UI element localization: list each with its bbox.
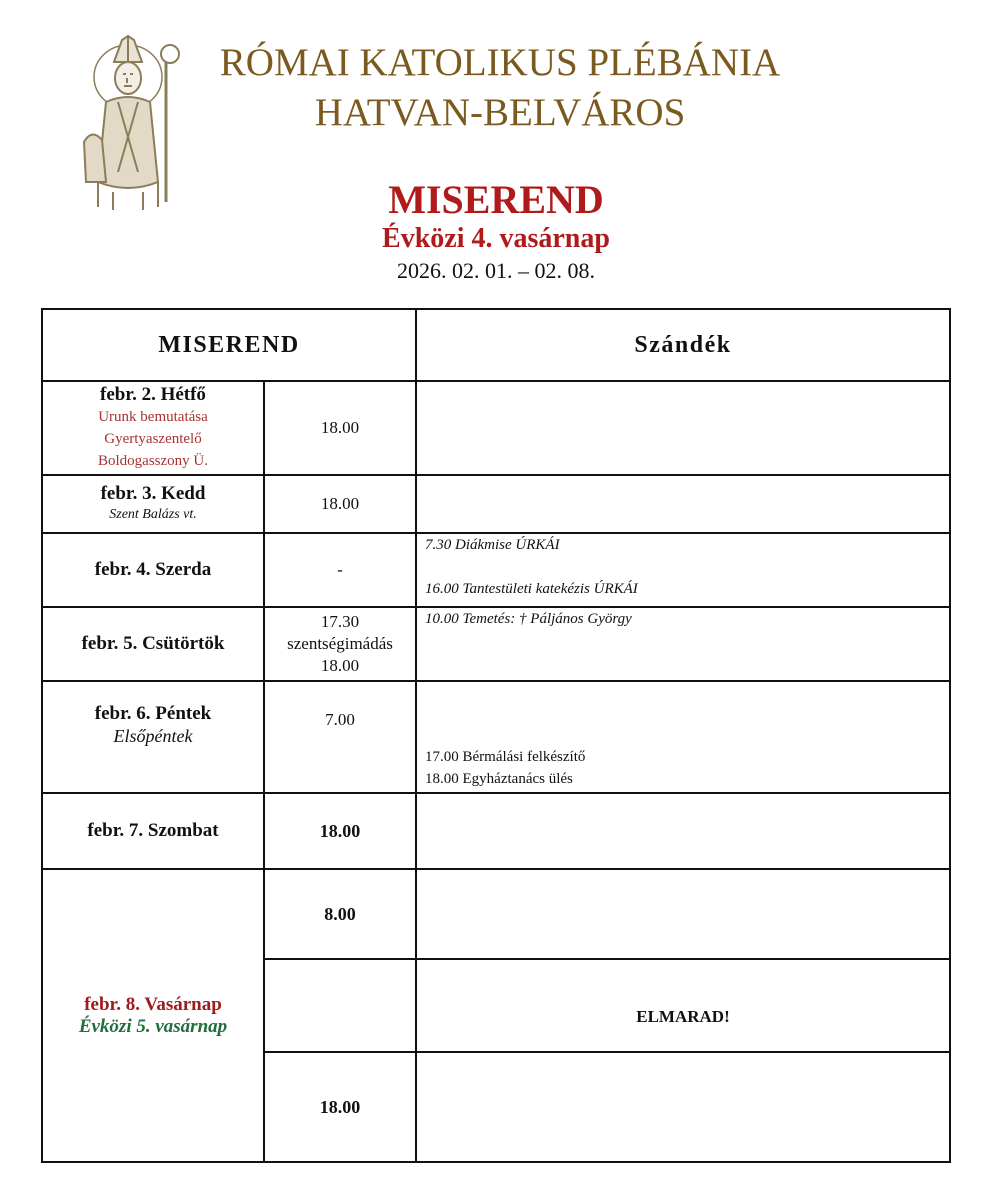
day-label: febr. 8. Vasárnap [84, 993, 222, 1015]
table-row [42, 869, 950, 959]
time-cell [264, 959, 416, 1052]
feast-label: Urunk bemutatása [98, 409, 208, 425]
time-cell: 8.00 [264, 869, 416, 959]
intention-item: 10.00 Temetés: † Páljános György [425, 611, 632, 627]
time-cell [264, 607, 416, 681]
day-label: febr. 5. Csütörtök [81, 633, 225, 654]
date-range: 2026. 02. 01. – 02. 08. [397, 258, 595, 283]
table-row [42, 381, 950, 475]
saint-bishop-engraving-icon [78, 32, 198, 212]
time-value: 17.30 [320, 612, 360, 631]
intention-cell [416, 681, 950, 793]
parish-name [200, 38, 800, 138]
header-intention: Szándék [416, 309, 950, 381]
intention-item: 16.00 Tantestületi katekézis ÚRKÁI [425, 581, 638, 597]
day-label: febr. 4. Szerda [94, 559, 212, 580]
mass-schedule-table [41, 308, 951, 1163]
intention-item: 18.00 Egyháztanács ülés [425, 771, 573, 787]
intention-cell [416, 533, 950, 607]
day-cell [42, 793, 264, 869]
intention-cell [416, 607, 950, 681]
time-cell [264, 681, 416, 793]
table-row [42, 607, 950, 681]
table-row [42, 533, 950, 607]
table-row [42, 793, 950, 869]
feast-label: Elsőpéntek [113, 726, 193, 746]
day-label: febr. 6. Péntek [94, 703, 212, 724]
parish-name-line1: RÓMAI KATOLIKUS PLÉBÁNIA [219, 41, 781, 84]
parish-name-line2: HATVAN-BELVÁROS [314, 91, 686, 134]
table-header-row [42, 309, 950, 381]
feast-label: Szent Balázs vt. [109, 507, 197, 522]
intention-cell [416, 1052, 950, 1162]
feast-label: Boldogasszony Ü. [98, 453, 208, 469]
day-label: febr. 3. Kedd [100, 483, 206, 504]
day-cell [42, 381, 264, 475]
feast-label: Gyertyaszentelő [104, 431, 202, 447]
day-cell [42, 681, 264, 793]
intention-item: 17.00 Bérmálási felkészítő [425, 749, 586, 765]
feast-label: Évközi 5. vasárnap [78, 1015, 228, 1037]
intention-cell [416, 869, 950, 959]
time-note: szentségimádás [287, 634, 393, 653]
day-cell [42, 869, 264, 1162]
intention-cell [416, 793, 950, 869]
time-cell: 18.00 [264, 475, 416, 533]
time-cell: 18.00 [264, 381, 416, 475]
page-subtitle: Évközi 4. vasárnap [382, 223, 610, 254]
title-block [296, 178, 696, 286]
page-title: MISEREND [388, 177, 604, 222]
time-cell: 18.00 [264, 1052, 416, 1162]
header-mass-schedule: MISEREND [42, 309, 416, 381]
intention-cell [416, 475, 950, 533]
day-cell [42, 533, 264, 607]
day-cell [42, 475, 264, 533]
cancelled-notice: ELMARAD! [416, 959, 950, 1052]
intention-cell [416, 381, 950, 475]
time-value: 18.00 [320, 656, 360, 675]
table-row [42, 475, 950, 533]
day-cell [42, 607, 264, 681]
day-label: febr. 2. Hétfő [100, 384, 206, 405]
intention-item: 7.30 Diákmise ÚRKÁI [425, 537, 560, 553]
time-cell: 18.00 [264, 793, 416, 869]
table-row [42, 681, 950, 793]
time-cell: - [264, 533, 416, 607]
day-label: febr. 7. Szombat [87, 820, 219, 841]
time-value: 7.00 [325, 710, 355, 729]
